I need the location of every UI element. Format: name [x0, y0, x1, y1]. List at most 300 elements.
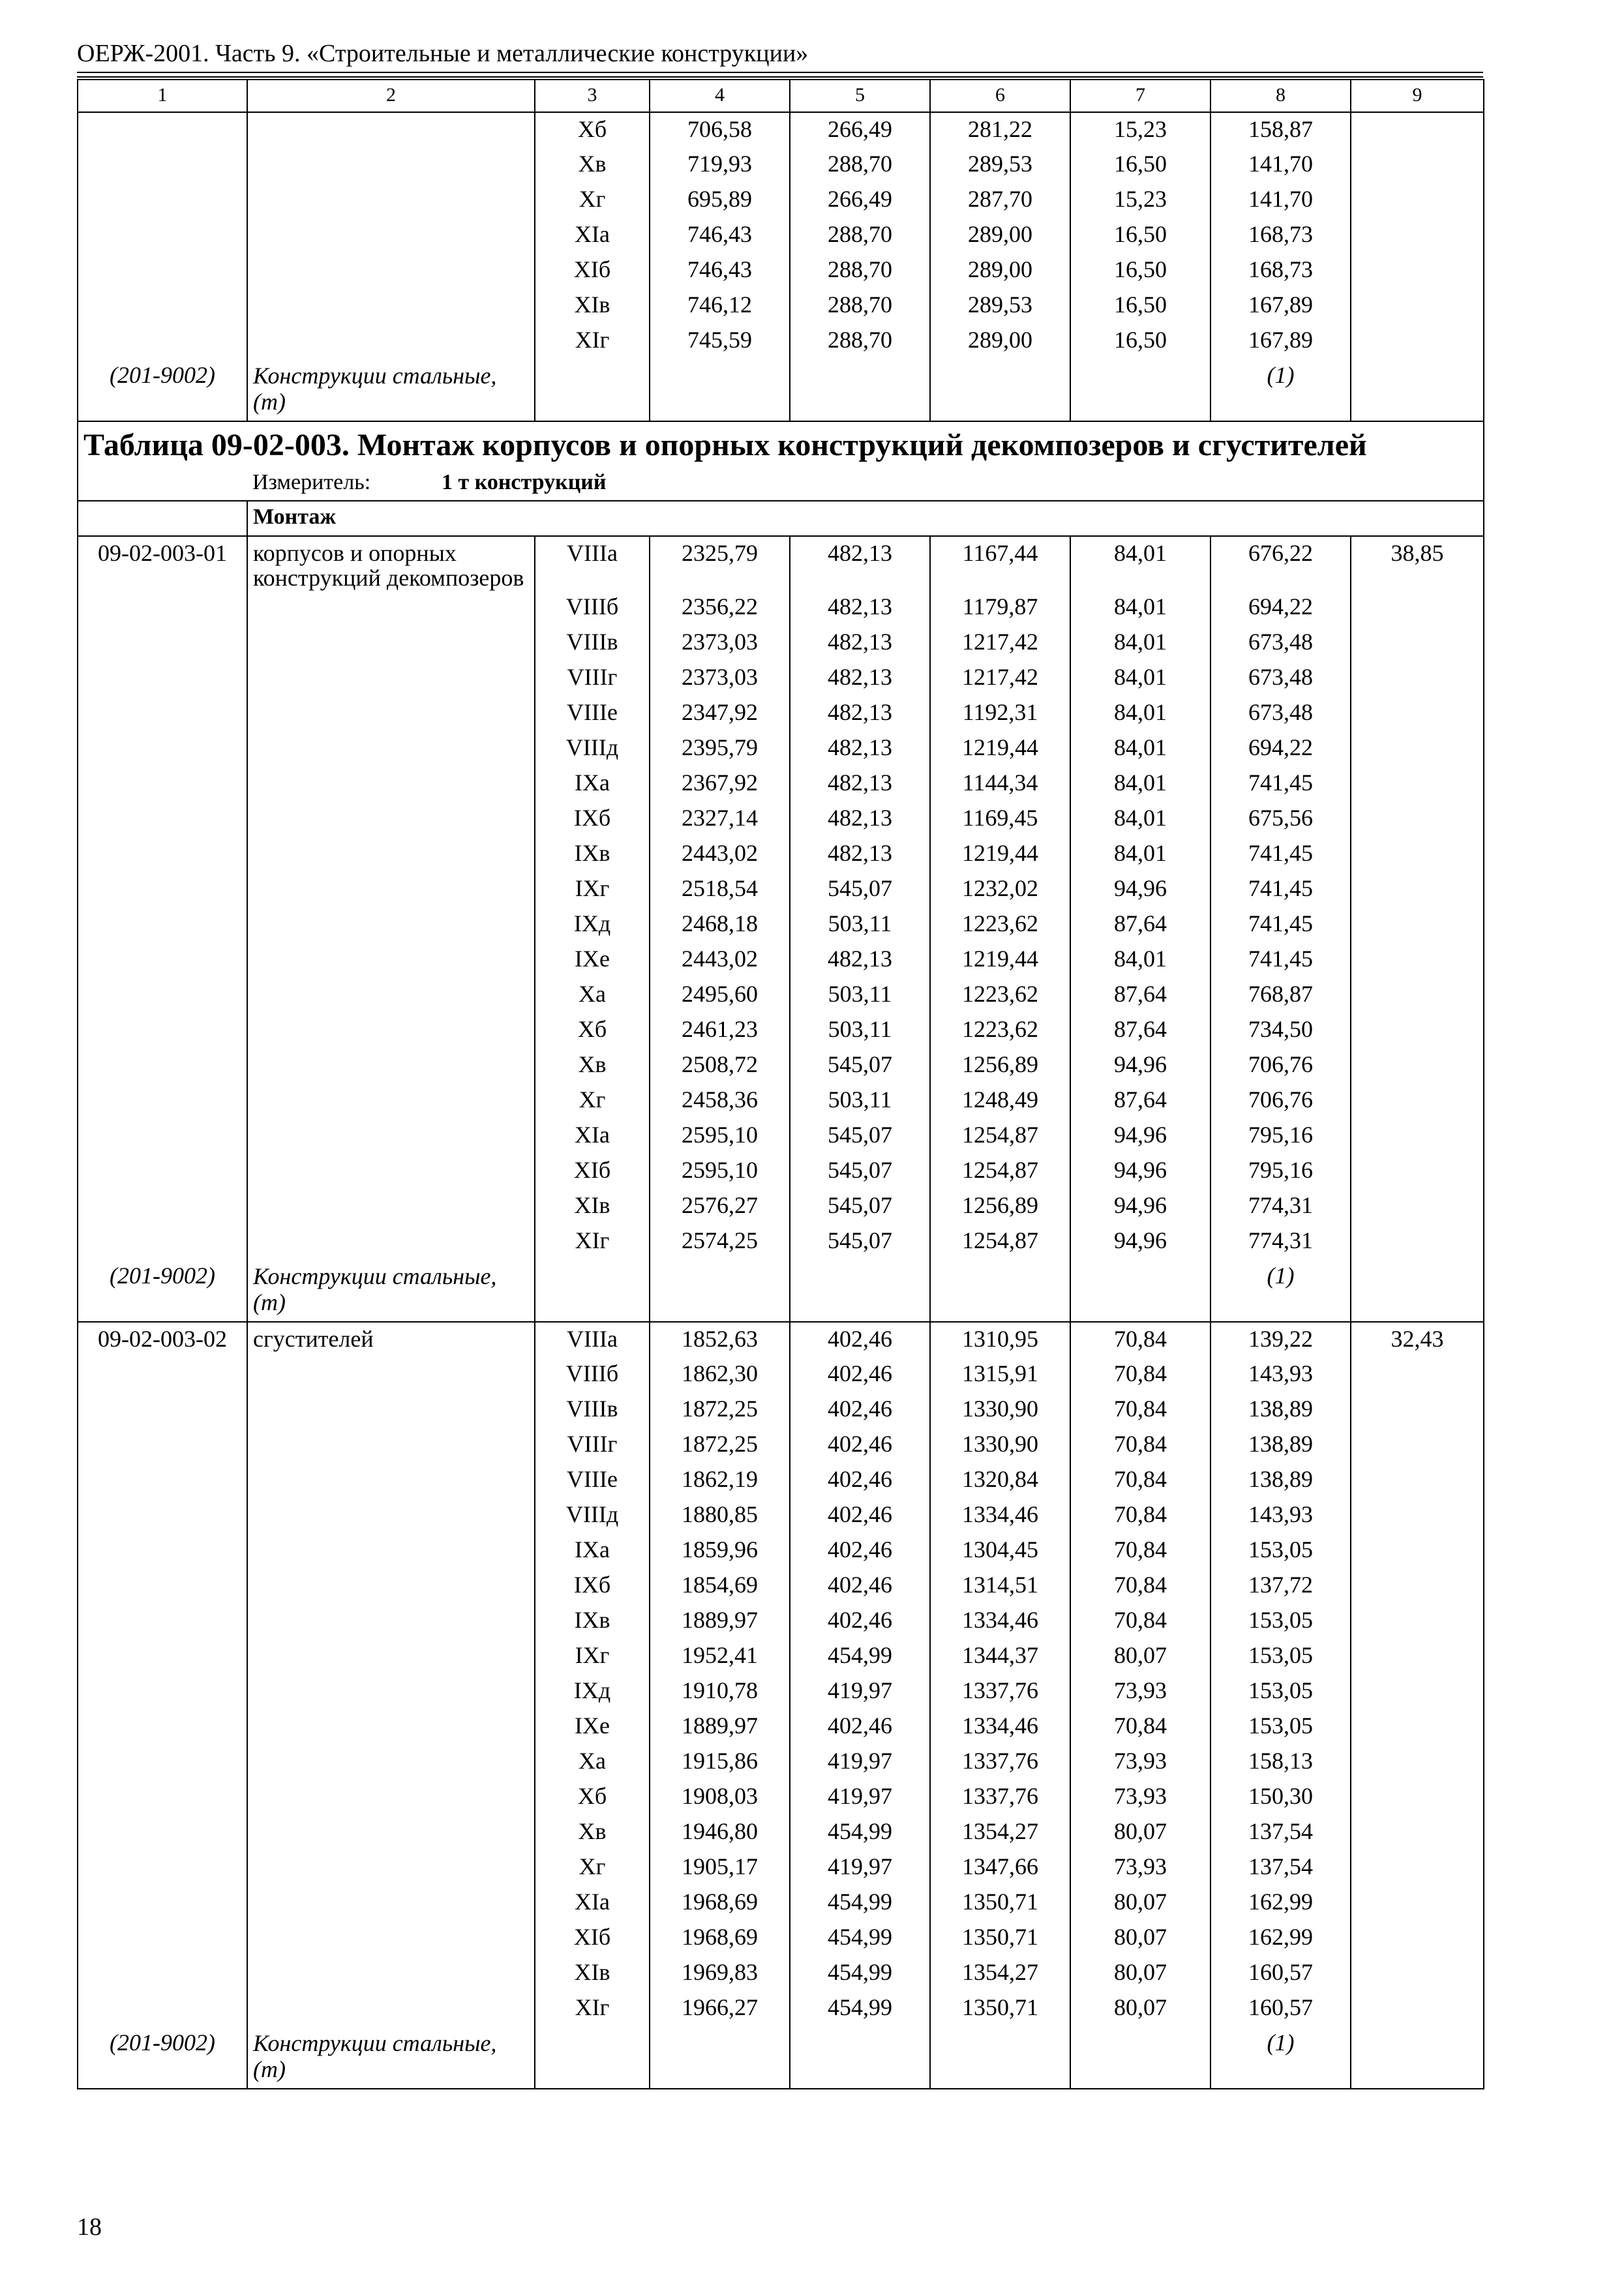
value-cell: 676,22 [1210, 536, 1351, 590]
empty-cell [78, 1083, 247, 1118]
empty-cell [1351, 1956, 1484, 1991]
value-cell: 1889,97 [650, 1604, 790, 1639]
zone-code: VIIIг [535, 661, 650, 696]
rate-code: 09-02-003-01 [78, 536, 247, 590]
value-cell: 402,46 [790, 1392, 930, 1428]
value-cell: 1889,97 [650, 1709, 790, 1744]
value-cell: 1969,83 [650, 1956, 790, 1991]
value-cell: 741,45 [1210, 872, 1351, 907]
empty-cell [247, 1885, 535, 1921]
value-cell: 706,76 [1210, 1048, 1351, 1083]
value-cell: 1219,44 [930, 942, 1070, 978]
value-cell: 402,46 [790, 1604, 930, 1639]
page-header-title: ОЕРЖ-2001. Часть 9. «Строительные и металлические конструкции» [77, 40, 809, 67]
value-cell: 266,49 [790, 112, 930, 147]
empty-cell [650, 1259, 790, 1322]
zone-code: IХе [535, 942, 650, 978]
empty-cell [1351, 1357, 1484, 1392]
measure-value: 1 т конструкций [442, 470, 607, 494]
zone-code: VIIIе [535, 1463, 650, 1498]
table-row [78, 872, 1484, 907]
value-cell: 143,93 [1210, 1498, 1351, 1533]
empty-cell [78, 1956, 247, 1991]
value-cell: 289,53 [930, 147, 1070, 183]
value-cell: 73,93 [1070, 1850, 1210, 1885]
value-cell: 84,01 [1070, 942, 1210, 978]
value-cell: 545,07 [790, 1048, 930, 1083]
value-cell: 1179,87 [930, 590, 1070, 625]
value-cell: 80,07 [1070, 1815, 1210, 1850]
value-cell: 16,50 [1070, 218, 1210, 253]
value-cell: 70,84 [1070, 1709, 1210, 1744]
empty-cell [78, 1991, 247, 2026]
value-cell: 84,01 [1070, 696, 1210, 731]
value-cell: 84,01 [1070, 661, 1210, 696]
empty-cell [247, 1083, 535, 1118]
value-cell: 454,99 [790, 1815, 930, 1850]
empty-cell [247, 253, 535, 288]
value-cell: 2576,27 [650, 1189, 790, 1224]
value-cell: 1315,91 [930, 1357, 1070, 1392]
value-cell: 70,84 [1070, 1568, 1210, 1604]
resource-name: Конструкции стальные, (т) [247, 359, 535, 421]
value-cell: 2373,03 [650, 661, 790, 696]
value-cell: 137,54 [1210, 1815, 1351, 1850]
value-cell: 288,70 [790, 253, 930, 288]
value-cell: 162,99 [1210, 1885, 1351, 1921]
value-cell: 1256,89 [930, 1048, 1070, 1083]
value-cell: 137,72 [1210, 1568, 1351, 1604]
value-cell: 746,12 [650, 288, 790, 323]
rate-name: сгустителей [247, 1322, 535, 1357]
value-cell: 266,49 [790, 183, 930, 218]
resource-value: (1) [1210, 1259, 1351, 1322]
empty-cell [790, 2026, 930, 2089]
value-cell: 419,97 [790, 1674, 930, 1709]
column-number: 7 [1070, 80, 1210, 112]
column-number: 9 [1351, 80, 1484, 112]
table-row [78, 1744, 1484, 1780]
empty-cell [78, 1428, 247, 1463]
value-cell: 168,73 [1210, 253, 1351, 288]
empty-cell [78, 625, 247, 661]
value-cell: 734,50 [1210, 1013, 1351, 1048]
empty-cell [247, 1604, 535, 1639]
empty-cell [78, 872, 247, 907]
value-cell: 1334,46 [930, 1604, 1070, 1639]
col9-value: 38,85 [1351, 536, 1484, 590]
value-cell: 1144,34 [930, 766, 1070, 801]
empty-cell [247, 801, 535, 837]
empty-cell [78, 1118, 247, 1154]
empty-cell [247, 1189, 535, 1224]
empty-cell [247, 1392, 535, 1428]
value-cell: 694,22 [1210, 731, 1351, 766]
value-cell: 289,00 [930, 253, 1070, 288]
empty-cell [247, 1428, 535, 1463]
value-cell: 719,93 [650, 147, 790, 183]
resource-code: (201-9002) [78, 1259, 247, 1322]
value-cell: 503,11 [790, 978, 930, 1013]
value-cell: 138,89 [1210, 1463, 1351, 1498]
empty-cell [1351, 1189, 1484, 1224]
value-cell: 454,99 [790, 1921, 930, 1956]
empty-cell [1351, 1083, 1484, 1118]
value-cell: 94,96 [1070, 1118, 1210, 1154]
zone-code: ХIб [535, 1921, 650, 1956]
table-row [78, 942, 1484, 978]
empty-cell [78, 253, 247, 288]
empty-cell [535, 2026, 650, 2089]
column-number: 4 [650, 80, 790, 112]
empty-cell [247, 1357, 535, 1392]
empty-cell [78, 1533, 247, 1568]
value-cell: 2595,10 [650, 1154, 790, 1189]
value-cell: 73,93 [1070, 1744, 1210, 1780]
value-cell: 2595,10 [650, 1118, 790, 1154]
value-cell: 1915,86 [650, 1744, 790, 1780]
empty-cell [650, 359, 790, 421]
rate-name: корпусов и опорных конструкций декомпозеров [247, 536, 535, 590]
table-row [78, 1568, 1484, 1604]
value-cell: 16,50 [1070, 147, 1210, 183]
header-rule [77, 72, 1483, 73]
table-row [78, 183, 1484, 218]
value-cell: 482,13 [790, 766, 930, 801]
value-cell: 545,07 [790, 1154, 930, 1189]
value-cell: 1254,87 [930, 1154, 1070, 1189]
value-cell: 153,05 [1210, 1604, 1351, 1639]
empty-cell [78, 1154, 247, 1189]
value-cell: 1223,62 [930, 1013, 1070, 1048]
value-cell: 137,54 [1210, 1850, 1351, 1885]
empty-cell [247, 218, 535, 253]
empty-cell [247, 1118, 535, 1154]
empty-cell [930, 359, 1070, 421]
table-row [78, 1048, 1484, 1083]
empty-cell [1351, 1744, 1484, 1780]
zone-code: IХб [535, 1568, 650, 1604]
value-cell: 2518,54 [650, 872, 790, 907]
value-cell: 402,46 [790, 1428, 930, 1463]
value-cell: 503,11 [790, 907, 930, 942]
table-row [78, 1392, 1484, 1428]
resource-code: (201-9002) [78, 359, 247, 421]
value-cell: 15,23 [1070, 183, 1210, 218]
value-cell: 1254,87 [930, 1118, 1070, 1154]
table-row [78, 1154, 1484, 1189]
column-number: 5 [790, 80, 930, 112]
empty-cell [1070, 359, 1210, 421]
empty-cell [78, 1885, 247, 1921]
empty-cell [247, 1815, 535, 1850]
zone-code: IХг [535, 872, 650, 907]
empty-cell [78, 1013, 247, 1048]
value-cell: 1248,49 [930, 1083, 1070, 1118]
value-cell: 402,46 [790, 1498, 930, 1533]
table-row [78, 218, 1484, 253]
zone-code: IХд [535, 907, 650, 942]
empty-cell [247, 1048, 535, 1083]
value-cell: 2468,18 [650, 907, 790, 942]
empty-cell [78, 1357, 247, 1392]
value-cell: 1350,71 [930, 1921, 1070, 1956]
value-cell: 288,70 [790, 323, 930, 359]
value-cell: 1354,27 [930, 1815, 1070, 1850]
value-cell: 70,84 [1070, 1604, 1210, 1639]
empty-cell [535, 1259, 650, 1322]
value-cell: 2395,79 [650, 731, 790, 766]
value-cell: 167,89 [1210, 323, 1351, 359]
value-cell: 774,31 [1210, 1224, 1351, 1259]
empty-cell [78, 218, 247, 253]
value-cell: 1862,30 [650, 1357, 790, 1392]
value-cell: 2327,14 [650, 801, 790, 837]
resource-value: (1) [1210, 359, 1351, 421]
zone-code: ХIг [535, 323, 650, 359]
zone-code: VIIIа [535, 536, 650, 590]
zone-code: Ха [535, 1744, 650, 1780]
column-number: 8 [1210, 80, 1351, 112]
page-number: 18 [77, 2213, 102, 2241]
empty-cell [1351, 1991, 1484, 2026]
value-cell: 1852,63 [650, 1322, 790, 1357]
value-cell: 153,05 [1210, 1709, 1351, 1744]
empty-cell [78, 942, 247, 978]
empty-cell [1351, 218, 1484, 253]
value-cell: 402,46 [790, 1357, 930, 1392]
value-cell: 289,53 [930, 288, 1070, 323]
value-cell: 281,22 [930, 112, 1070, 147]
value-cell: 141,70 [1210, 147, 1351, 183]
value-cell: 80,07 [1070, 1921, 1210, 1956]
table-row [78, 1357, 1484, 1392]
empty-cell [930, 1259, 1070, 1322]
empty-cell [1070, 2026, 1210, 2089]
value-cell: 1223,62 [930, 907, 1070, 942]
value-cell: 2373,03 [650, 625, 790, 661]
table-row [78, 288, 1484, 323]
value-cell: 1256,89 [930, 1189, 1070, 1224]
empty-cell [1351, 907, 1484, 942]
empty-cell [247, 1780, 535, 1815]
table-row [78, 1013, 1484, 1048]
value-cell: 746,43 [650, 218, 790, 253]
value-cell: 288,70 [790, 218, 930, 253]
empty-cell [1351, 1533, 1484, 1568]
empty-cell [1351, 1921, 1484, 1956]
value-cell: 1254,87 [930, 1224, 1070, 1259]
measure-row [78, 468, 1484, 501]
zone-code: Хб [535, 1013, 650, 1048]
zone-code: Хв [535, 1048, 650, 1083]
empty-cell [78, 1709, 247, 1744]
empty-cell [247, 907, 535, 942]
zone-code: VIIIб [535, 1357, 650, 1392]
empty-cell [1351, 253, 1484, 288]
table-row [78, 1498, 1484, 1533]
value-cell: 2347,92 [650, 696, 790, 731]
value-cell: 87,64 [1070, 1083, 1210, 1118]
value-cell: 94,96 [1070, 1154, 1210, 1189]
zone-code: Хб [535, 1780, 650, 1815]
value-cell: 1337,76 [930, 1780, 1070, 1815]
value-cell: 87,64 [1070, 978, 1210, 1013]
value-cell: 1337,76 [930, 1674, 1070, 1709]
empty-cell [78, 1604, 247, 1639]
table-row [78, 625, 1484, 661]
value-cell: 1966,27 [650, 1991, 790, 2026]
empty-cell [930, 2026, 1070, 2089]
empty-cell [1351, 766, 1484, 801]
value-cell: 1354,27 [930, 1956, 1070, 1991]
table-row [78, 147, 1484, 183]
value-cell: 402,46 [790, 1533, 930, 1568]
value-cell: 80,07 [1070, 1991, 1210, 2026]
value-cell: 503,11 [790, 1013, 930, 1048]
empty-cell [78, 112, 247, 147]
value-cell: 454,99 [790, 1991, 930, 2026]
zone-code: VIIIе [535, 696, 650, 731]
value-cell: 94,96 [1070, 1048, 1210, 1083]
empty-cell [247, 978, 535, 1013]
value-cell: 2443,02 [650, 942, 790, 978]
value-cell: 167,89 [1210, 288, 1351, 323]
value-cell: 287,70 [930, 183, 1070, 218]
empty-cell [1351, 2026, 1484, 2089]
value-cell: 1854,69 [650, 1568, 790, 1604]
value-cell: 482,13 [790, 696, 930, 731]
empty-cell [1351, 978, 1484, 1013]
value-cell: 673,48 [1210, 661, 1351, 696]
value-cell: 706,76 [1210, 1083, 1351, 1118]
value-cell: 138,89 [1210, 1428, 1351, 1463]
empty-cell [78, 1780, 247, 1815]
value-cell: 153,05 [1210, 1533, 1351, 1568]
empty-cell [247, 112, 535, 147]
empty-cell [78, 907, 247, 942]
value-cell: 1219,44 [930, 731, 1070, 766]
table-row [78, 1674, 1484, 1709]
zone-code: VIIIа [535, 1322, 650, 1357]
table-row [78, 1224, 1484, 1259]
table-row [78, 978, 1484, 1013]
value-cell: 289,00 [930, 323, 1070, 359]
empty-cell [247, 837, 535, 872]
value-cell: 695,89 [650, 183, 790, 218]
value-cell: 84,01 [1070, 625, 1210, 661]
value-cell: 482,13 [790, 536, 930, 590]
empty-cell [1351, 359, 1484, 421]
table-row [78, 590, 1484, 625]
value-cell: 158,13 [1210, 1744, 1351, 1780]
value-cell: 1905,17 [650, 1850, 790, 1885]
empty-cell [247, 661, 535, 696]
value-cell: 84,01 [1070, 837, 1210, 872]
zone-code: IХа [535, 766, 650, 801]
value-cell: 80,07 [1070, 1885, 1210, 1921]
empty-cell [1351, 1639, 1484, 1674]
value-cell: 454,99 [790, 1885, 930, 1921]
table-row [78, 907, 1484, 942]
table-title-row [78, 421, 1484, 468]
value-cell: 545,07 [790, 1224, 930, 1259]
column-number-row [78, 80, 1484, 112]
empty-cell [247, 1463, 535, 1498]
empty-cell [247, 1956, 535, 1991]
zone-code: Ха [535, 978, 650, 1013]
empty-cell [247, 288, 535, 323]
empty-cell [247, 323, 535, 359]
empty-cell [78, 1639, 247, 1674]
table-row [78, 1463, 1484, 1498]
value-cell: 795,16 [1210, 1154, 1351, 1189]
table-row [78, 661, 1484, 696]
zone-code: VIIIд [535, 731, 650, 766]
empty-cell [247, 590, 535, 625]
value-cell: 168,73 [1210, 218, 1351, 253]
zone-code: ХIв [535, 288, 650, 323]
empty-cell [1351, 1013, 1484, 1048]
value-cell: 70,84 [1070, 1357, 1210, 1392]
empty-cell [247, 1991, 535, 2026]
empty-cell [78, 501, 247, 536]
zone-code: VIIIв [535, 625, 650, 661]
empty-cell [1351, 1568, 1484, 1604]
value-cell: 1946,80 [650, 1815, 790, 1850]
value-cell: 1337,76 [930, 1744, 1070, 1780]
table-row [78, 1533, 1484, 1568]
empty-cell [247, 1568, 535, 1604]
table-row [78, 1083, 1484, 1118]
resource-value: (1) [1210, 2026, 1351, 2089]
value-cell: 545,07 [790, 1189, 930, 1224]
empty-cell [1351, 1118, 1484, 1154]
section-title: Монтаж [247, 501, 1484, 536]
table-row [78, 1780, 1484, 1815]
value-cell: 1320,84 [930, 1463, 1070, 1498]
value-cell: 1192,31 [930, 696, 1070, 731]
value-cell: 288,70 [790, 147, 930, 183]
value-cell: 84,01 [1070, 731, 1210, 766]
value-cell: 94,96 [1070, 1224, 1210, 1259]
empty-cell [247, 942, 535, 978]
empty-cell [78, 766, 247, 801]
empty-cell [247, 766, 535, 801]
table-row [78, 112, 1484, 147]
empty-cell [1351, 1815, 1484, 1850]
value-cell: 160,57 [1210, 1956, 1351, 1991]
empty-cell [78, 661, 247, 696]
zone-code: Хб [535, 112, 650, 147]
table-row [78, 1189, 1484, 1224]
value-cell: 94,96 [1070, 872, 1210, 907]
value-cell: 162,99 [1210, 1921, 1351, 1956]
empty-cell [78, 1921, 247, 1956]
table-row [78, 1815, 1484, 1850]
empty-cell [1351, 1259, 1484, 1322]
empty-cell [247, 1709, 535, 1744]
table-row [78, 1956, 1484, 1991]
value-cell: 16,50 [1070, 288, 1210, 323]
value-cell: 94,96 [1070, 1189, 1210, 1224]
section-row [78, 501, 1484, 536]
empty-cell [247, 1498, 535, 1533]
value-cell: 84,01 [1070, 801, 1210, 837]
value-cell: 503,11 [790, 1083, 930, 1118]
zone-code: IХб [535, 801, 650, 837]
empty-cell [78, 1392, 247, 1428]
